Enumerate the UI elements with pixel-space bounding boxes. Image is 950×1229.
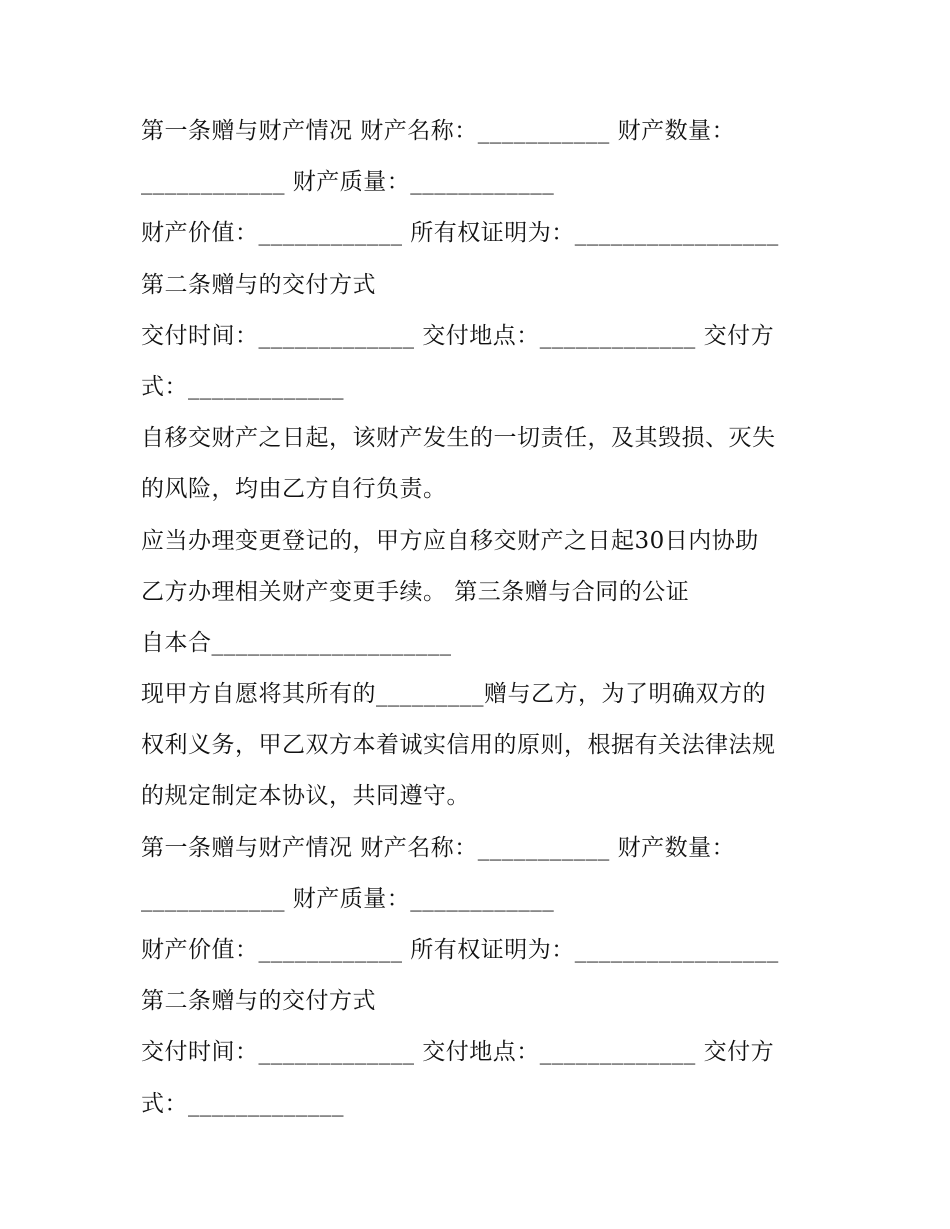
text-line: 财产价值：____________ 所有权证明为：_________________ — [141, 220, 779, 247]
text-line: 式：_____________ — [141, 373, 344, 400]
text-line: 交付时间：_____________ 交付地点：_____________ 交付方 — [141, 322, 775, 349]
text-line: ____________ 财产质量：____________ — [141, 885, 555, 912]
text-line: 自移交财产之日起，该财产发生的一切责任，及其毁损、灭失 — [141, 425, 776, 452]
text-line: 乙方办理相关财产变更手续。 第三条赠与合同的公证 — [141, 578, 690, 605]
text-line: ____________ 财产质量：____________ — [141, 169, 555, 196]
text-line: 第一条赠与财产情况 财产名称：___________ 财产数量： — [141, 834, 736, 861]
text-line: 自本合____________________ — [141, 629, 452, 656]
text-line: 的风险，均由乙方自行负责。 — [141, 476, 447, 503]
text-line: 交付时间：_____________ 交付地点：_____________ 交付方 — [141, 1039, 775, 1066]
document-body — [141, 106, 821, 1130]
section-heading: 第二条赠与的交付方式 — [141, 271, 376, 298]
text-line: 财产价值：____________ 所有权证明为：_________________ — [141, 937, 779, 963]
text-line: 式：_____________ — [141, 1090, 344, 1117]
text-line: 第一条赠与财产情况 财产名称：___________ 财产数量： — [141, 118, 736, 144]
section-heading: 第二条赠与的交付方式 — [141, 988, 376, 1015]
text-line: 的规定制定本协议，共同遵守。 — [141, 783, 470, 810]
text-line: 权利义务，甲乙双方本着诚实信用的原则，根据有关法律法规 — [141, 732, 776, 759]
text-line: 应当办理变更登记的，甲方应自移交财产之日起30日内协助 — [141, 527, 759, 554]
text-line: 现甲方自愿将其所有的_________赠与乙方，为了明确双方的 — [141, 681, 766, 708]
